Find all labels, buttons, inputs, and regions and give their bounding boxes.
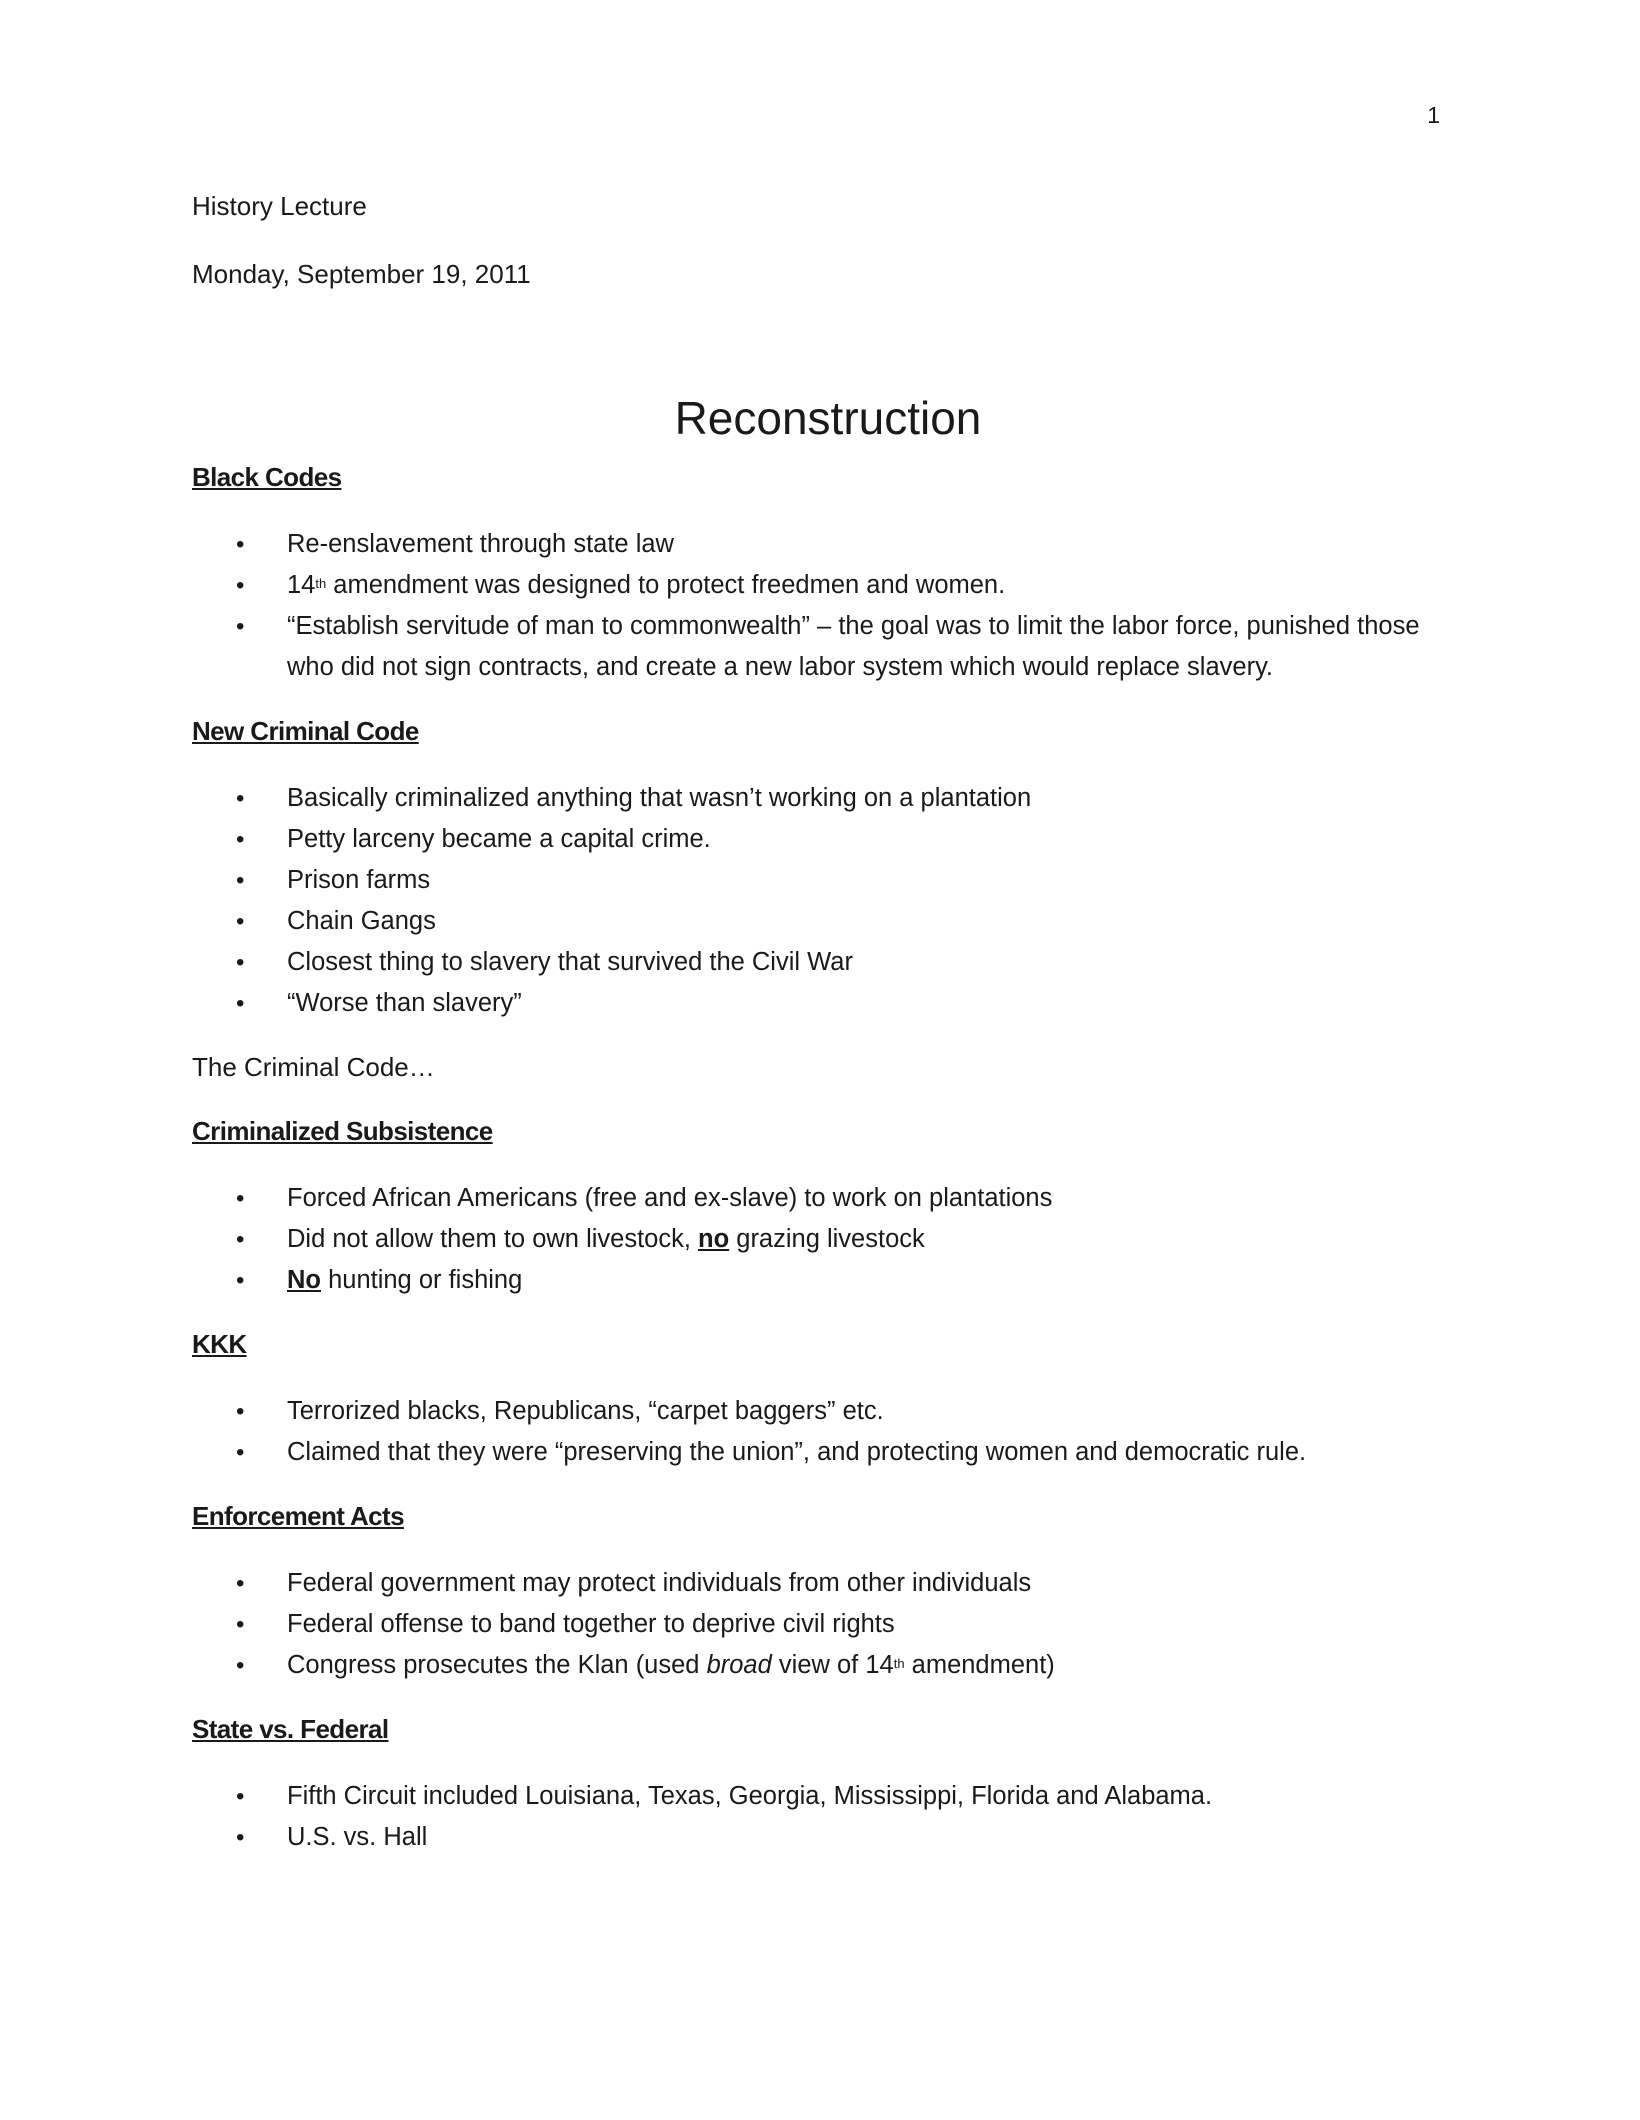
bullet-icon: •: [236, 867, 245, 894]
bullet-icon: •: [236, 908, 245, 935]
criminal-code-note: The Criminal Code…: [192, 1052, 435, 1082]
course-name: History Lecture: [192, 191, 367, 221]
lecture-date: Monday, September 19, 2011: [192, 259, 531, 289]
bullet-icon: •: [236, 785, 245, 812]
bullet-icon: •: [236, 1570, 245, 1597]
section-heading-black-codes: Black Codes: [192, 462, 342, 492]
kkk-list: [192, 1391, 1442, 1473]
section-heading-criminalized-subsistence: Criminalized Subsistence: [192, 1116, 493, 1146]
list-item: • Claimed that they were “preserving the union”, and protecting women and democratic rule.: [192, 1432, 1442, 1473]
list-item: • 14th amendment was designed to protect freedmen and women.: [192, 565, 1442, 606]
bullet-icon: •: [236, 949, 245, 976]
criminalized-subsistence-list: [192, 1178, 1442, 1301]
list-item: • Congress prosecutes the Klan (used broad view of 14th amendment): [192, 1645, 1442, 1686]
bullet-icon: •: [236, 990, 245, 1017]
list-item: • “Establish servitude of man to commonwealth” – the goal was to limit the labor force, punished those who did not sign contracts, and create a new labor system which would replace slavery.: [192, 606, 1442, 688]
bullet-icon: •: [236, 572, 245, 599]
list-item: • Fifth Circuit included Louisiana, Texas, Georgia, Mississippi, Florida and Alabama.: [192, 1776, 1442, 1817]
bullet-icon: •: [236, 1226, 245, 1253]
list-item: • Federal offense to band together to deprive civil rights: [192, 1604, 1442, 1645]
bullet-icon: •: [236, 613, 245, 640]
bullet-icon: •: [236, 1185, 245, 1212]
list-item: • Closest thing to slavery that survived the Civil War: [192, 942, 1442, 983]
black-codes-list: [192, 524, 1442, 688]
bullet-icon: •: [236, 826, 245, 853]
list-item: • No hunting or fishing: [192, 1260, 1442, 1301]
list-item: • Did not allow them to own livestock, no grazing livestock: [192, 1219, 1442, 1260]
bullet-icon: •: [236, 531, 245, 558]
list-item: • Basically criminalized anything that wasn’t working on a plantation: [192, 778, 1442, 819]
list-item: • Chain Gangs: [192, 901, 1442, 942]
list-item: • Re-enslavement through state law: [192, 524, 1442, 565]
state-vs-federal-list: [192, 1776, 1442, 1858]
list-item: • Prison farms: [192, 860, 1442, 901]
bullet-icon: •: [236, 1783, 245, 1810]
bullet-icon: •: [236, 1267, 245, 1294]
section-heading-state-vs-federal: State vs. Federal: [192, 1714, 389, 1744]
list-item: • Terrorized blacks, Republicans, “carpet baggers” etc.: [192, 1391, 1442, 1432]
list-item: • Petty larceny became a capital crime.: [192, 819, 1442, 860]
list-item: • Federal government may protect individuals from other individuals: [192, 1563, 1442, 1604]
new-criminal-code-list: [192, 778, 1442, 1024]
section-heading-enforcement-acts: Enforcement Acts: [192, 1501, 404, 1531]
document-body: [192, 190, 1442, 1858]
list-item: • “Worse than slavery”: [192, 983, 1442, 1024]
enforcement-acts-list: [192, 1563, 1442, 1686]
list-item: • U.S. vs. Hall: [192, 1817, 1442, 1858]
bullet-icon: •: [236, 1439, 245, 1466]
page-number: 1: [1427, 102, 1440, 128]
section-heading-new-criminal-code: New Criminal Code: [192, 716, 419, 746]
bullet-icon: •: [236, 1611, 245, 1638]
document-title: Reconstruction: [674, 392, 982, 444]
list-item: • Forced African Americans (free and ex-slave) to work on plantations: [192, 1178, 1442, 1219]
bullet-icon: •: [236, 1398, 245, 1425]
bullet-icon: •: [236, 1824, 245, 1851]
bullet-icon: •: [236, 1652, 245, 1679]
section-heading-kkk: KKK: [192, 1329, 247, 1359]
